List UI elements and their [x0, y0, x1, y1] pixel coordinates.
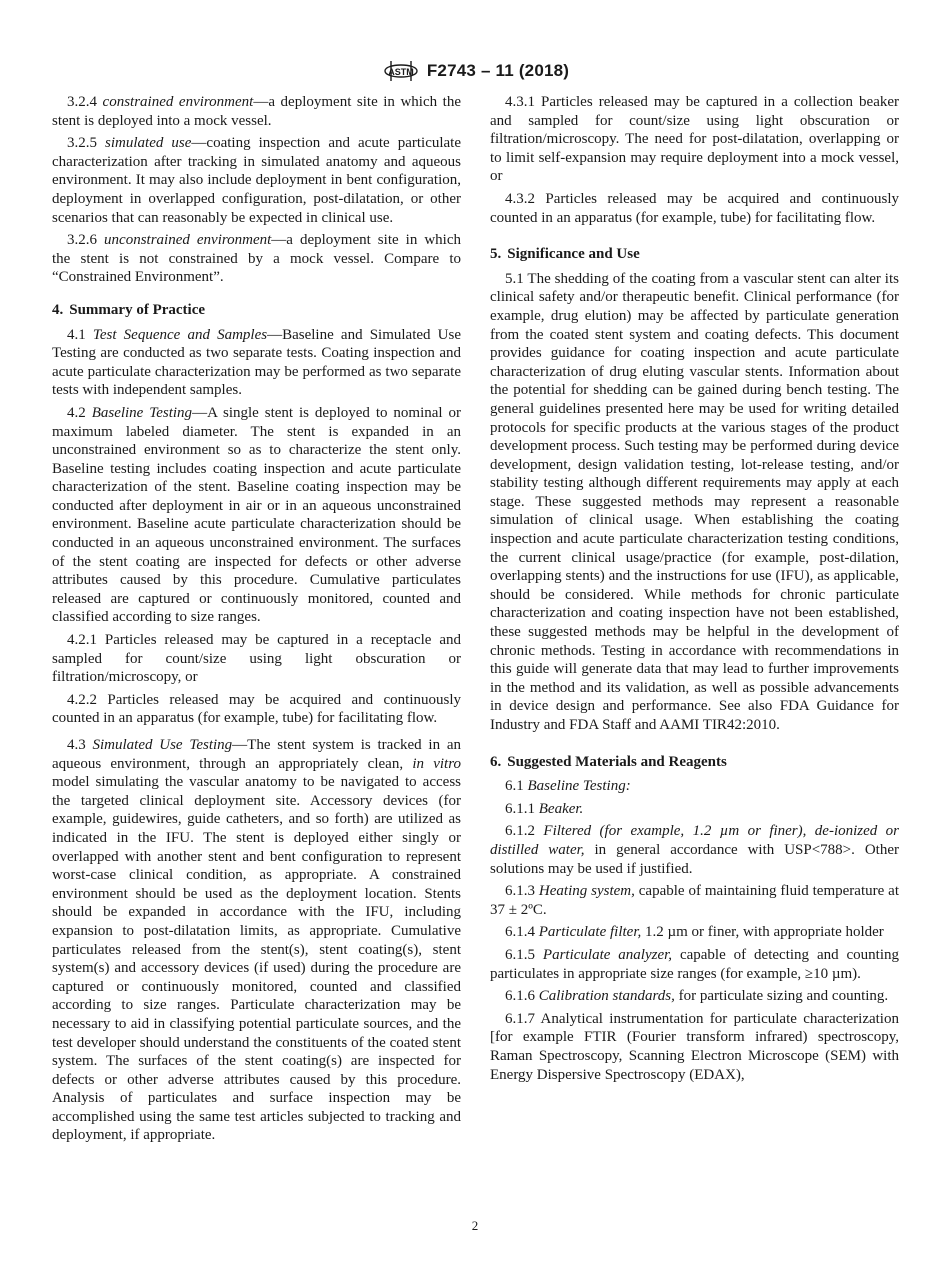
paragraph-4-2-2: 4.2.2 Particles released may be acquired and continuously counted in an apparatus (for example, tube) for facilitating flow. — [52, 691, 462, 727]
document-designation: F2743 – 11 (2018) — [426, 61, 570, 80]
astm-logo-icon — [381, 57, 421, 85]
paragraph-5-1: 5.1 The shedding of the coating from a vascular stent can alter its clinical safety and/or therapeutic benefit. Clinical performance (for example, drug elution) may be affected by particulate generation from the coated stent system and coating defects. This document provides guidance for coating inspection and acute particulate characterization of drug eluting vascular stents. Information about the potential for shedding can be gained during bench testing. The general guidelines presented here may be used for writing detailed protocols for specific products at the various stages of the product development process. Such testing may be performed during device development, design validation testing, lot-release testing, and/or stability testing although different requirements may apply at each stage. These suggested methods may represent a reasonable simulation of clinical usage. When establishing the coating inspection and acute particulate characterization testing conditions, the current clinical usage/practice (for example, post-dilation, overlapping stents) and the instructions for use (IFU), as applicable, should be considered. While methods for chronic particulate characterization and coating inspection have not been established, these suggested methods may be helpful in the development of chronic methods. Testing in accordance with recommendations in this guide will generate data that may lead to further improvements in the method and its validation, as well as possible advancements in device design and performance. See also FDA Guidance for Industry and FDA Staff and AAMI TIR42:2010. — [490, 270, 899, 733]
paragraph-4-2: 4.2 Baseline Testing—A single stent is deployed to nominal or maximum labeled diameter. The stent is expanded in an unconstrained environment so as to characterize the stent only. Baseline testing includes coating inspection and acute particulate characterization of the stent. Baseline coating inspection may be conducted after deployment in air or in an aqueous unconstrained environment. Baseline acute particulate characterization should be conducted in an aqueous unconstrained environment. The surfaces of the stent coating are inspected for defects or other adverse attributes caused by this procedure. Cumulative particulates released are captured or continuously monitored, counted and classified according to size ranges. — [52, 404, 462, 626]
paragraph-3-2-4: 3.2.4 constrained environment—a deployment site in which the stent is deployed into a mock vessel. — [52, 94, 462, 129]
section-heading-6: 6. Suggested Materials and Reagents — [490, 753, 727, 770]
paragraph-4-3-2: 4.3.2 Particles released may be acquired and continuously counted in an apparatus (for example, tube) for facilitating flow. — [490, 190, 900, 226]
left-column — [52, 93, 461, 1149]
paragraph-4-1: 4.1 Test Sequence and Samples—Baseline and Simulated Use Testing are conducted as two separate tests. Coating inspection and acute particulate characterization may be performed as two separate tests with independent samples. — [52, 326, 462, 399]
paragraph-6-1-6: 6.1.6 Calibration standards, for particulate sizing and counting. — [505, 988, 889, 1005]
right-column — [490, 93, 899, 1088]
paragraph-6-1-4: 6.1.4 Particulate filter, 1.2 µm or finer, with appropriate holder — [505, 924, 884, 941]
paragraph-4-3: 4.3 Simulated Use Testing—The stent system is tracked in an aqueous environment, through an appropriately clean, in vitro model simulating the vascular anatomy to be navigated to access the targeted clinical deployment site. Accessory devices (for example, guidewires, guide catheters, and so forth) are utilized as indicated in the IFU. The stent is deployed either singly or overlapped with another stent and bent configuration to represent worst-case clinical condition, as appropriate. A constrained environment should be used as the deployment location. Stents should be expanded in accordance with the IFU, including expansion to post-dilatation limits, as appropriate. Cumulative particulates released from the stent(s), stent coating(s), stent system(s) and accessory devices (if used) during the procedure are captured or continuously monitored, counted and classified according to size ranges. Particulate characterization may be necessary to aid in classifying potential particulate sources, and the test developer should understand the constituents of the coated stent system. The surfaces of the stent coating(s) are inspected for defects or other adverse attributes caused by this procedure. Analysis of particulates and surface inspection may be accomplished using the same test articles subjected to tracking and deployment, if appropriate. — [52, 737, 461, 1144]
paragraph-6-1-2: 6.1.2 Filtered (for example, 1.2 µm or finer), de-ionized or distilled water, in general accordance with USP<788>. Other solutions may be used if justified. — [490, 823, 900, 877]
paragraph-6-1-5: 6.1.5 Particulate analyzer, capable of detecting and counting particulates in appropriate size ranges (for example, ≥10 µm). — [490, 946, 899, 982]
paragraph-6-1: 6.1 Baseline Testing: — [505, 778, 631, 795]
paragraph-6-1-7: 6.1.7 Analytical instrumentation for particulate characterization [for example FTIR (Fourier transform infrared) spectroscopy, Raman Spectroscopy, Scanning Electron Microscope (SEM) with Energy Dispersive Spectroscopy (EDAX), — [490, 1010, 899, 1083]
paragraph-4-3-1: 4.3.1 Particles released may be captured in a collection beaker and sampled for count/size using light obscuration or filtration/microscopy. The need for post-dilatation, overlapping or to limit self-expansion may require deployment into a mock vessel, or — [490, 94, 900, 185]
section-heading-5: 5. Significance and Use — [490, 246, 640, 263]
page-number: 2 — [471, 1218, 479, 1233]
logo-text: ASTM — [388, 67, 414, 77]
page-header — [0, 56, 950, 86]
paragraph-6-1-1: 6.1.1 Beaker. — [505, 800, 584, 817]
section-heading-4: 4. Summary of Practice — [52, 301, 206, 318]
paragraph-4-2-1: 4.2.1 Particles released may be captured in a receptacle and sampled for count/size using light obscuration or filtration/microscopy, or — [52, 632, 461, 686]
paragraph-6-1-3: 6.1.3 Heating system, capable of maintaining fluid temperature at 37 ± 2ºC. — [490, 883, 899, 918]
paragraph-3-2-5: 3.2.5 simulated use—coating inspection and acute particulate characterization after tracking in simulated anatomy and aqueous environment. It may also include deployment in bent configuration, deployment in overlapped configuration, post-dilatation, or other scenarios that can reasonably be expected in clinical use. — [52, 135, 461, 226]
paragraph-3-2-6: 3.2.6 unconstrained environment—a deployment site in which the stent is not constrained by a mock vessel. Compare to “Constrained Environment”. — [52, 232, 462, 286]
